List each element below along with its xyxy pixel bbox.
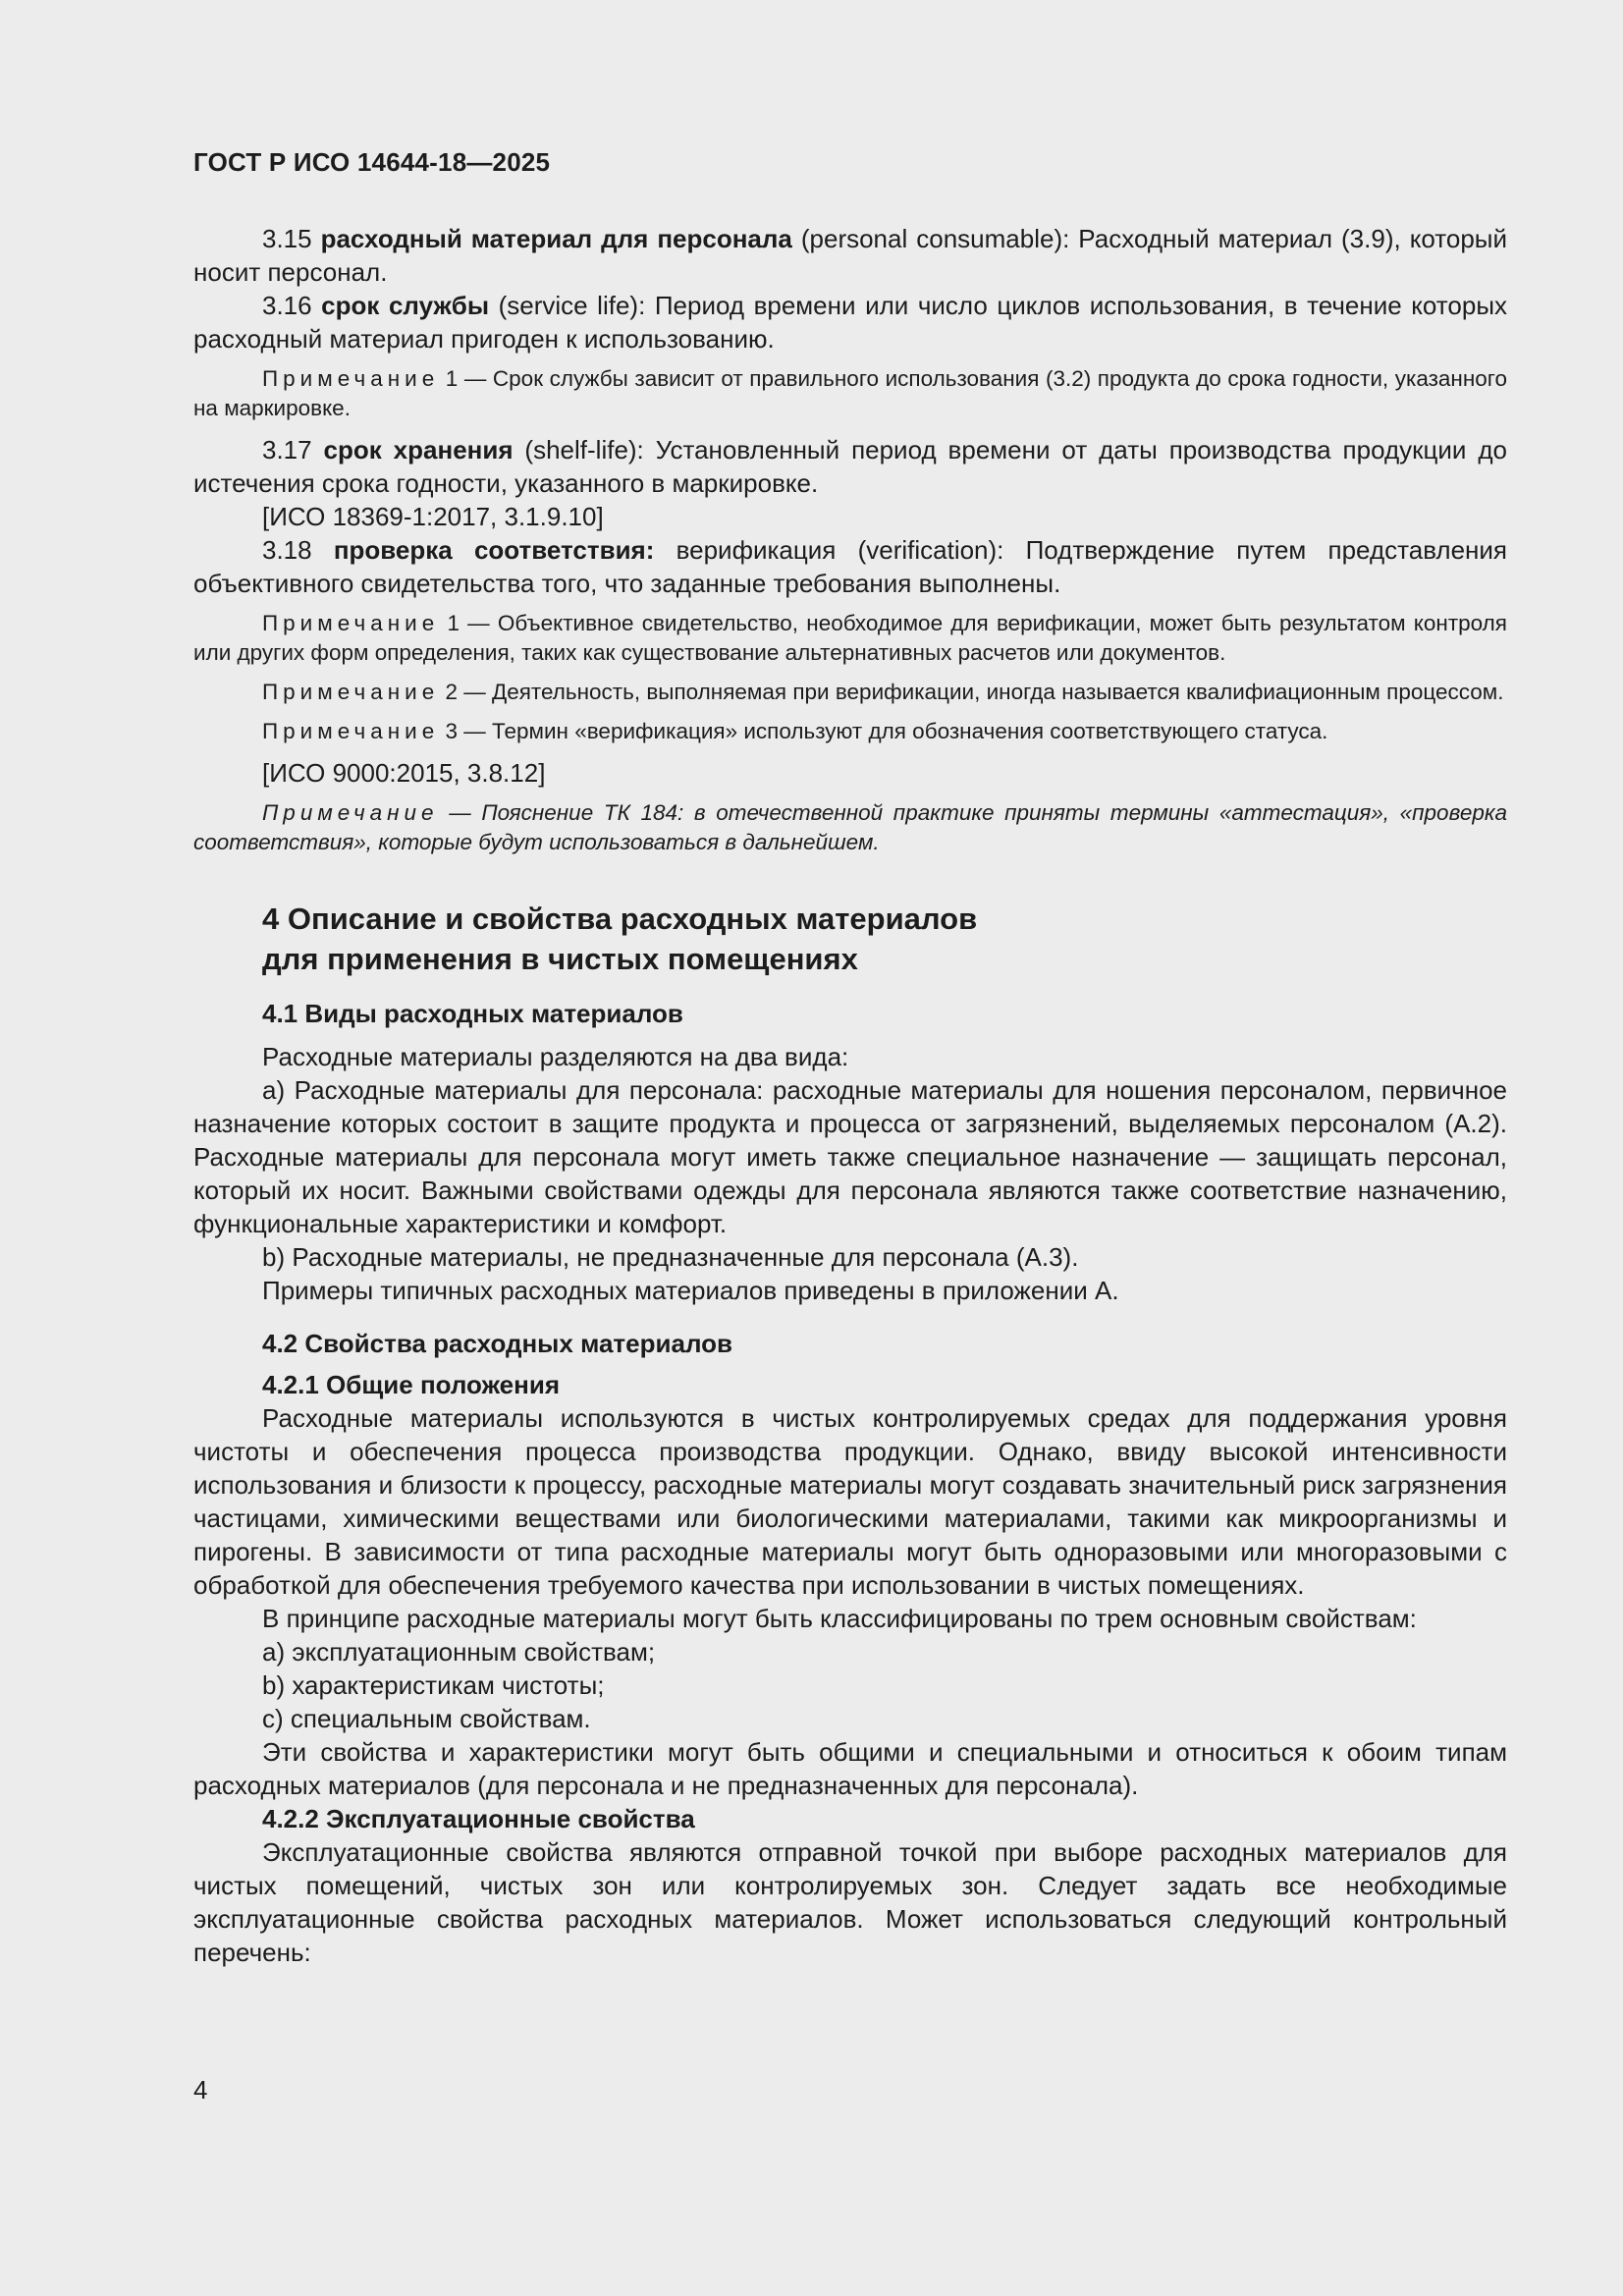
note-3-18-3 — [193, 717, 1507, 746]
section-4-heading-line1: 4 Описание и свойства расходных материалов — [262, 902, 978, 936]
note-text: — Пояснение ТК 184: в отечественной практике приняты термины «аттестация», «проверка соответствия», которые будут использоваться в дальнейшем. — [193, 800, 1507, 854]
section-4-1-item-b: b) Расходные материалы, не предназначенные для персонала (А.3). — [262, 1242, 1079, 1272]
note-label: Примечание — [262, 680, 440, 704]
term-name: срок службы — [321, 291, 490, 320]
section-4-heading-line2: для применения в чистых помещениях — [262, 942, 858, 976]
term-3-17-ref: [ИСО 18369-1:2017, 3.1.9.10] — [262, 502, 604, 531]
section-4-2-1-para2: В принципе расходные материалы могут быть классифицированы по трем основным свойствам: — [262, 1604, 1417, 1633]
term-name: расходный материал для персонала — [320, 224, 792, 253]
term-name: срок хранения — [323, 435, 514, 465]
page-number: 4 — [193, 2075, 208, 2105]
note-label: Примечание — [262, 611, 440, 635]
document-body — [193, 222, 1507, 1969]
note-text: 1 — Срок службы зависит от правильного использования (3.2) продукта до срока годности, указанного на маркировке. — [193, 366, 1507, 420]
term-3-17 — [193, 433, 1507, 500]
term-definition: (service life): Период времени или число циклов использования, в течение которых расходный материал пригоден к использованию. — [193, 291, 1508, 354]
term-3-15 — [193, 222, 1507, 289]
section-4-2-1-item-c: c) специальным свойствам. — [262, 1704, 591, 1733]
note-label: Примечание — [262, 366, 440, 391]
term-3-18 — [193, 533, 1507, 600]
section-4-1-intro: Расходные материалы разделяются на два вида: — [262, 1042, 849, 1071]
section-4-heading — [262, 899, 1507, 979]
term-number: 3.15 — [262, 224, 321, 253]
term-definition: (shelf-life): Установленный период времени от даты производства продукции до истечения срока годности, указанного в маркировке. — [193, 435, 1507, 498]
section-4-2-1-heading: 4.2.1 Общие положения — [262, 1370, 560, 1399]
section-4-2-2-heading: 4.2.2 Эксплуатационные свойства — [262, 1804, 695, 1833]
note-3-18-1 — [193, 609, 1507, 668]
note-text: 2 — Деятельность, выполняемая при верификации, иногда называется квалифиационным процессом. — [439, 680, 1504, 704]
section-4-1-heading: 4.1 Виды расходных материалов — [262, 999, 683, 1028]
section-4-1-examples: Примеры типичных расходных материалов приведены в приложении А. — [262, 1276, 1119, 1305]
note-3-16 — [193, 364, 1507, 423]
section-4-2-2-para1: Эксплуатационные свойства являются отправной точкой при выборе расходных материалов для чистых помещений, чистых зон или контролируемых зон. Следует задать все необходимые эксплуатационные свойства расходных материалов. Может использоваться следующий контрольный перечень: — [193, 1837, 1507, 1967]
term-number: 3.18 — [262, 535, 334, 565]
note-3-18-2 — [193, 678, 1507, 707]
note-text: 3 — Термин «верификация» используют для обозначения соответствующего статуса. — [439, 719, 1328, 743]
term-3-16 — [193, 289, 1507, 355]
term-number: 3.16 — [262, 291, 322, 320]
section-4-2-1-item-b: b) характеристикам чистоты; — [262, 1670, 605, 1700]
document-header: ГОСТ Р ИСО 14644-18—2025 — [193, 147, 551, 177]
term-3-18-ref: [ИСО 9000:2015, 3.8.12] — [262, 758, 546, 788]
section-4-2-heading: 4.2 Свойства расходных материалов — [262, 1329, 732, 1358]
note-tk184 — [193, 798, 1507, 857]
term-definition: (personal consumable): Расходный материал (3.9), который носит персонал. — [193, 224, 1507, 287]
term-name: проверка соответствия: — [333, 535, 655, 565]
note-label: Примечание — [262, 800, 439, 825]
note-label: Примечание — [262, 719, 440, 743]
note-text: 1 — Объективное свидетельство, необходимое для верификации, может быть результатом контроля или других форм определения, таких как существование альтернативных расчетов или документов. — [193, 611, 1507, 665]
section-4-2-1-para3: Эти свойства и характеристики могут быть общими и специальными и относиться к обоим типам расходных материалов (для персонала и не предназначенных для персонала). — [193, 1737, 1507, 1800]
section-4-2-1-item-a: a) эксплуатационным свойствам; — [262, 1637, 656, 1667]
term-definition: верификация (verification): Подтверждение путем представления объективного свидетельства того, что заданные требования выполнены. — [193, 535, 1507, 598]
term-number: 3.17 — [262, 435, 324, 465]
section-4-1-item-a: a) Расходные материалы для персонала: расходные материалы для ношения персоналом, первичное назначение которых состоит в защите продукта и процесса от загрязнений, выделяемых персоналом (А.2). Расходные материалы для персонала могут иметь также специальное назначение — защищать персонал, который их носит. Важными свойствами одежды для персонала являются также соответствие назначению, функциональные характеристики и комфорт. — [193, 1075, 1507, 1238]
section-4-2-1-para1: Расходные материалы используются в чистых контролируемых средах для поддержания уровня чистоты и обеспечения процесса производства продукции. Однако, ввиду высокой интенсивности использования и близости к процессу, расходные материалы могут создавать значительный риск загрязнения частицами, химическими веществами или биологическими материалами, такими как микроорганизмы и пирогены. В зависимости от типа расходные материалы могут быть одноразовыми или многоразовыми с обработкой для обеспечения требуемого качества при использовании в чистых помещениях. — [193, 1403, 1507, 1600]
